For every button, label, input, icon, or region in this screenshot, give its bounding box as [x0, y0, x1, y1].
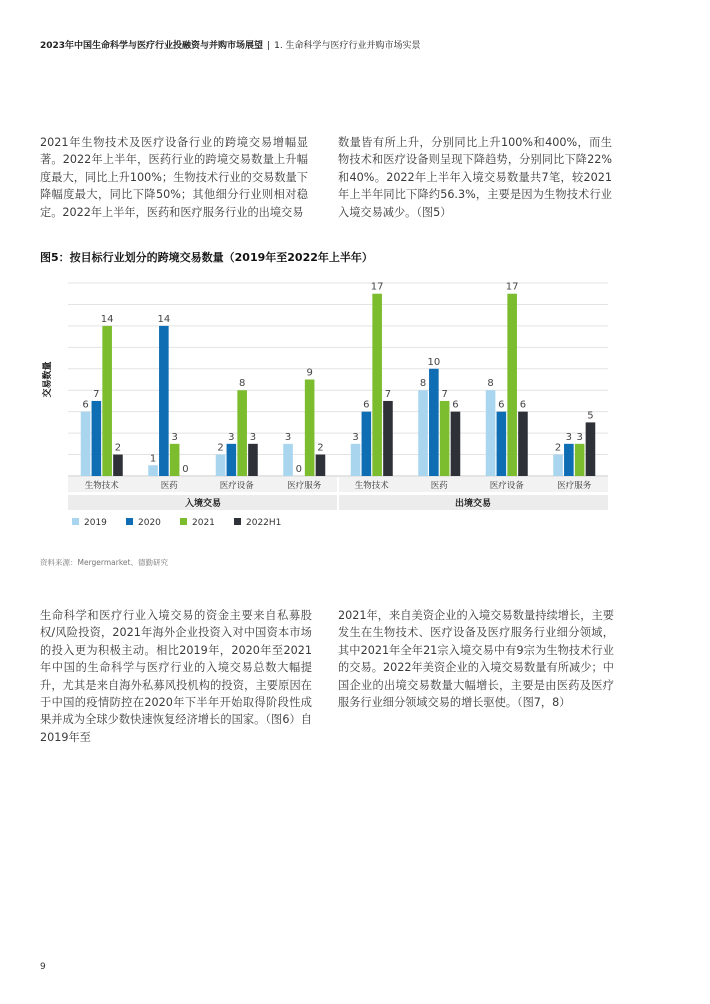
data-label: 7: [441, 388, 448, 400]
data-label: 6: [452, 399, 459, 411]
data-label: 8: [238, 378, 246, 390]
intro-right-paragraph: 数量皆有所上升，分别同比上升100%和400%，而生物技术和医疗设备则呈现下降趋势，分别同比下降22%和40%。2022年上半年入境交易数量共7笔，较2021年上半年同比下降约56.3%，主要是因为生物技术行业入境交易减少。（图5）: [338, 136, 612, 219]
x-tick-label: 生物技术: [84, 481, 119, 491]
bar: [170, 444, 180, 476]
legend-label: 2021: [192, 518, 215, 528]
data-label: 17: [505, 281, 519, 293]
legend-label: 2020: [138, 518, 161, 528]
bar: [486, 390, 496, 476]
bar: [248, 444, 258, 476]
x-tick-label: 生物技术: [354, 481, 389, 491]
page-number: 9: [40, 962, 46, 972]
x-tick-label: 医疗设备: [489, 481, 524, 491]
bar: [148, 465, 158, 476]
data-label: 3: [284, 431, 292, 443]
legend-label: 2022H1: [246, 518, 282, 528]
data-label: 14: [157, 313, 171, 325]
data-label: 8: [419, 378, 427, 390]
data-label: 3: [171, 431, 178, 443]
report-title: 2023年中国生命科学与医疗行业投融资与并购市场展望: [40, 41, 264, 51]
bar: [372, 294, 382, 476]
data-label: 9: [306, 367, 313, 379]
data-label: 2: [217, 442, 224, 454]
data-label: 2: [554, 442, 562, 454]
body-left-paragraph: 生命科学和医疗行业入境交易的资金主要来自私募股权/风险投资，2021年海外企业投资入对中国资本市场的投入更为积极主动。相比2019年，2020年至2021年中国的生命科学与医疗行业的入境交易总数大幅提升，尤其是来自海外私募风投机构的投资，主要原因在于中国的疫情防控在2020年下半年开始取得阶段性成果并成为全球少数快速恢复经济增长的国家。（图6）自2019年至: [40, 609, 312, 744]
data-label: 0: [295, 464, 303, 475]
legend-swatch: [72, 518, 79, 525]
bar: [316, 455, 326, 476]
data-label: 5: [587, 410, 594, 422]
legend-swatch: [126, 518, 133, 525]
x-tick-label: 医药: [160, 481, 178, 491]
body-right-paragraph: 2021年，来自美资企业的入境交易数量持续增长，主要发生在生物技术、医疗设备及医疗服务行业细分领域，其中2021年全年21宗入境交易中有9宗为生物技术行业的交易。2022年美资企业的入境交易数量有所减少；中国企业的出境交易数量大幅增长，主要是由医药及医疗服务行业细分领域交易的增长驱使。（图7，8）: [338, 609, 614, 710]
bar: [418, 390, 428, 476]
data-label: 3: [565, 431, 573, 443]
bar: [305, 380, 315, 477]
data-label: 2: [114, 442, 122, 454]
y-axis-label: 交易数量: [43, 361, 53, 398]
data-label: 14: [100, 313, 114, 325]
bar: [553, 455, 563, 476]
data-label: 17: [370, 281, 384, 293]
group-label: 入境交易: [184, 499, 222, 509]
bar: [237, 390, 247, 476]
bar: [440, 401, 450, 476]
bar: [383, 401, 393, 476]
bar: [351, 444, 361, 476]
bar: [113, 455, 123, 476]
header-separator: |: [267, 41, 271, 51]
data-label: 1: [149, 453, 157, 465]
x-tick-label: 医药: [430, 481, 448, 491]
bar: [586, 422, 596, 476]
bar: [159, 326, 169, 476]
bar: [81, 412, 91, 476]
data-label: 8: [487, 378, 494, 390]
data-label: 3: [228, 431, 235, 443]
bar: [507, 294, 517, 476]
data-label: 3: [576, 431, 583, 443]
bar-chart: [0, 270, 710, 570]
data-label: 3: [352, 431, 359, 443]
bar: [92, 401, 102, 476]
intro-left-paragraph: 2021年生物技术及医疗设备行业的跨境交易增幅显著。2022年上半年，医药行业的跨境交易数量上升幅度最大，同比上升100%；生物技术行业的交易数量下降幅度最大，同比下降50%；其他细分行业则相对稳定。2022年上半年，医药和医疗服务行业的出境交易: [40, 136, 308, 219]
x-tick-label: 医疗服务: [287, 481, 322, 491]
bar: [451, 412, 461, 476]
bar: [227, 444, 237, 476]
legend-swatch: [234, 518, 241, 525]
x-tick-label: 医疗服务: [557, 481, 592, 491]
x-tick-label: 医疗设备: [219, 481, 254, 491]
bar: [283, 444, 293, 476]
group-label: 出境交易: [454, 499, 492, 509]
bar: [497, 412, 507, 476]
bar: [216, 455, 226, 476]
data-label: 6: [498, 399, 505, 411]
bar: [362, 412, 372, 476]
bar: [429, 369, 439, 476]
bar: [575, 444, 585, 476]
bar: [518, 412, 528, 476]
data-label: 7: [93, 388, 100, 400]
data-label: 6: [363, 399, 370, 411]
data-label: 3: [249, 431, 257, 443]
data-label: 10: [427, 356, 441, 368]
bar: [102, 326, 112, 476]
bar: [564, 444, 574, 476]
figure-source: 资料来源：Mergermarket、德勤研究: [40, 558, 168, 567]
legend-label: 2019: [84, 518, 107, 528]
legend-swatch: [180, 518, 187, 525]
section-title: 1. 生命科学与医疗行业并购市场实景: [274, 41, 421, 51]
report-header: [40, 38, 421, 51]
data-label: 0: [182, 464, 189, 475]
data-label: 6: [82, 399, 89, 411]
figure-title: 图5：按目标行业划分的跨境交易数量（2019年至2022年上半年）: [40, 251, 373, 264]
data-label: 6: [519, 399, 527, 411]
data-label: 7: [384, 388, 392, 400]
data-label: 2: [317, 442, 324, 454]
